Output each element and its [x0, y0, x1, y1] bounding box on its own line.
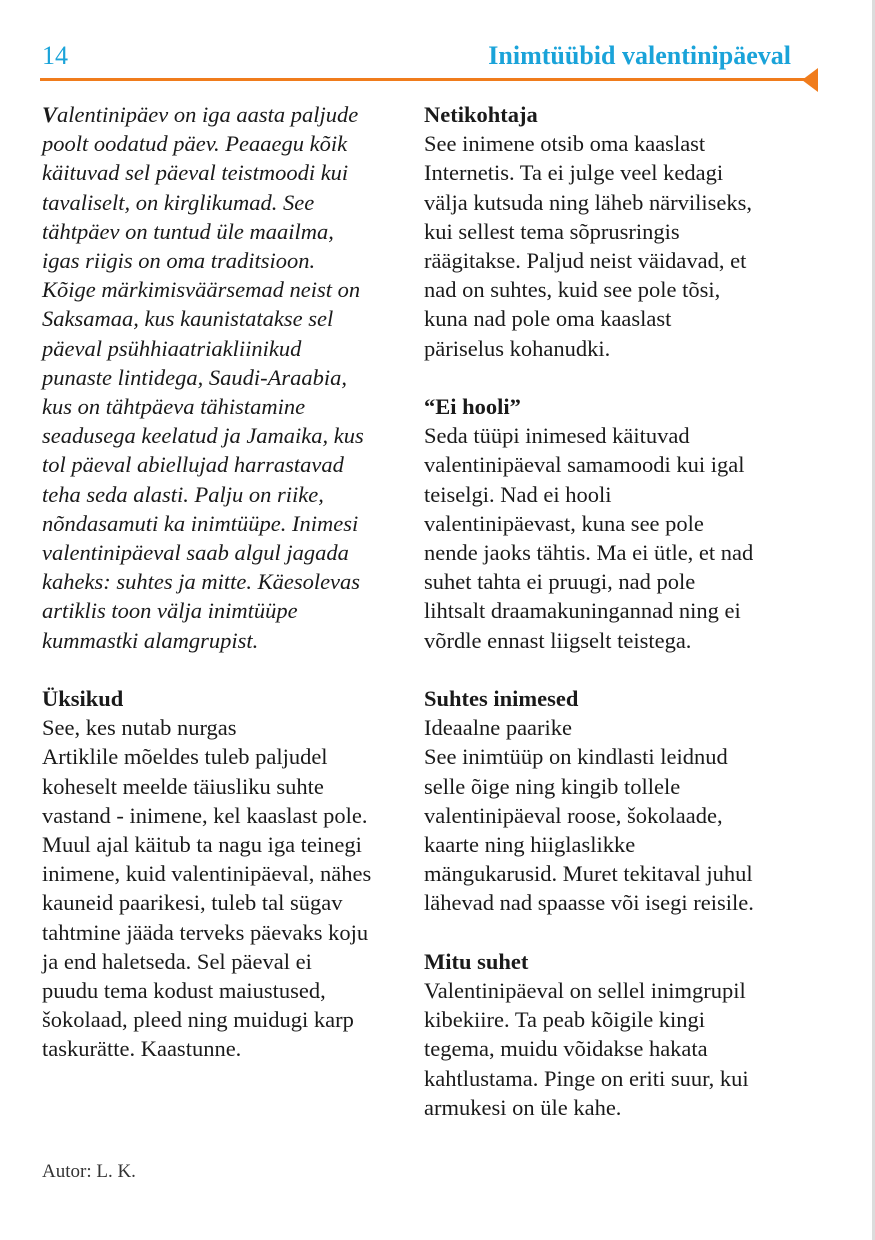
intro-line: Saksamaa, kus kaunistatakse sel: [42, 306, 334, 332]
intro-line: punaste lintidega, Saudi-Araabia,: [42, 364, 347, 390]
intro-line: päeval psühhiaatriakliinikud: [42, 335, 302, 361]
section-line: valentinipäeval roose, šokolaade,: [424, 802, 723, 828]
section-ei-hooli: [424, 392, 804, 655]
section-line: valentinipäevast, kuna see pole: [424, 510, 704, 536]
intro-paragraph: [42, 100, 414, 655]
section-line: Ideaalne paarike: [424, 715, 573, 741]
section-heading: Netikohtaja: [424, 102, 538, 127]
section-line: inimene, kuid valentinipäeval, nähes: [42, 861, 372, 887]
section-line: taskurätte. Kaastunne.: [42, 1036, 242, 1062]
section-line: vastand - inimene, kel kaaslast pole.: [42, 802, 368, 828]
section-line: räägitakse. Paljud neist väidavad, et: [424, 248, 747, 274]
intro-line: [42, 100, 414, 129]
intro-line: teha seda alasti. Palju on riike,: [42, 481, 324, 507]
intro-line: tähtpäev on tuntud üle maailma,: [42, 218, 334, 244]
section-line: nende jaoks tähtis. Ma ei ütle, et nad: [424, 540, 754, 566]
intro-line: nõndasamuti ka inimtüüpe. Inimesi: [42, 510, 359, 536]
section-suhtes-inimesed: [424, 684, 804, 918]
intro-line: kus on tähtpäeva tähistamine: [42, 394, 306, 420]
header-arrow-icon: [802, 68, 818, 92]
header-rule: [40, 78, 806, 81]
intro-line: poolt oodatud päev. Peaaegu kõik: [42, 131, 348, 157]
section-line: Internetis. Ta ei julge veel kedagi: [424, 160, 724, 186]
section-line: See, kes nutab nurgas: [42, 715, 237, 741]
section-heading: Suhtes inimesed: [424, 686, 579, 712]
section-line: suhet tahta ei pruugi, nad pole: [424, 569, 696, 595]
section-line: tahtmine jääda terveks päevaks koju: [42, 919, 369, 945]
spacer: [424, 655, 804, 684]
intro-line: igas riigis on oma traditsioon.: [42, 248, 316, 274]
section-heading: Mitu suhet: [424, 948, 529, 974]
intro-line: valentinipäeval saab algul jagada: [42, 540, 349, 566]
section-line: päriselus kohanudki.: [424, 335, 611, 361]
section-line: lähevad nad spaasse või isegi reisile.: [424, 890, 754, 916]
left-column: [42, 100, 414, 1064]
section-line: lihtsalt draamakuningannad ning ei: [424, 598, 741, 624]
section-line: Valentinipäeval on sellel inimgrupil: [424, 978, 746, 1004]
section-line: kibekiire. Ta peab kõigile kingi: [424, 1007, 706, 1033]
intro-line-text: alentinipäev on iga aasta paljude: [57, 102, 359, 127]
page-number: 14: [42, 41, 68, 70]
spacer: [424, 363, 804, 392]
intro-line: tol päeval abiellujad harrastavad: [42, 452, 344, 478]
section-line: koheselt meelde täiusliku suhte: [42, 773, 324, 799]
author-credit: Autor: L. K.: [42, 1161, 136, 1182]
section-line: See inimene otsib oma kaaslast: [424, 131, 706, 157]
section-line: kauneid paarikesi, tuleb tal sügav: [42, 890, 343, 916]
intro-line: Kõige märkimisväärsemad neist on: [42, 277, 361, 303]
intro-line: kaheks: suhtes ja mitte. Käesolevas: [42, 569, 361, 595]
section-line: nad on suhtes, kuid see pole tõsi,: [424, 277, 721, 303]
section-line: kahtlustama. Pinge on eriti suur, kui: [424, 1065, 749, 1091]
section-line: mängukarusid. Muret tekitaval juhul: [424, 861, 753, 887]
section-line: armukesi on üle kahe.: [424, 1094, 622, 1120]
section-line: valentinipäeval samamoodi kui igal: [424, 452, 745, 478]
section-line: See inimtüüp on kindlasti leidnud: [424, 744, 728, 770]
section-line: kui sellest tema sõprusringis: [424, 218, 680, 244]
section-line: kuna nad pole oma kaaslast: [424, 306, 672, 332]
section-line: välja kutsuda ning läheb närviliseks,: [424, 189, 753, 215]
intro-line: kummastki alamgrupist.: [42, 627, 259, 653]
intro-line: seadusega keelatud ja Jamaika, kus: [42, 423, 364, 449]
section-netikohtaja: [424, 100, 804, 363]
section-line: puudu tema kodust maiustused,: [42, 978, 326, 1004]
intro-line: artiklis toon välja inimtüüpe: [42, 598, 298, 624]
section-line: teiselgi. Nad ei hooli: [424, 481, 612, 507]
section-heading: Üksikud: [42, 686, 124, 712]
intro-line: tavaliselt, on kirglikumad. See: [42, 189, 315, 215]
section-line: ja end haletseda. Sel päeval ei: [42, 948, 312, 974]
right-column: [424, 100, 804, 1122]
section-mitu-suhet: [424, 947, 804, 1122]
section-line: kaarte ning hiiglaslikke: [424, 832, 636, 858]
running-title: Inimtüübid valentinipäeval: [488, 41, 791, 70]
section-heading: “Ei hooli”: [424, 394, 521, 420]
intro-line: käituvad sel päeval teistmoodi kui: [42, 160, 349, 186]
section-line: selle õige ning kingib tollele: [424, 773, 681, 799]
section-line: šokolaad, pleed ning muidugi karp: [42, 1007, 354, 1033]
spacer: [424, 918, 804, 947]
section-line: Muul ajal käitub ta nagu iga teinegi: [42, 832, 362, 858]
section-line: Artiklile mõeldes tuleb paljudel: [42, 744, 328, 770]
spacer: [42, 655, 414, 684]
intro-dropcap: V: [42, 102, 58, 127]
section-line: Seda tüüpi inimesed käituvad: [424, 423, 690, 449]
section-line: võrdle ennast liigselt teistega.: [424, 627, 692, 653]
section-uksikud: [42, 684, 414, 1064]
section-line: tegema, muidu võidakse hakata: [424, 1036, 708, 1062]
